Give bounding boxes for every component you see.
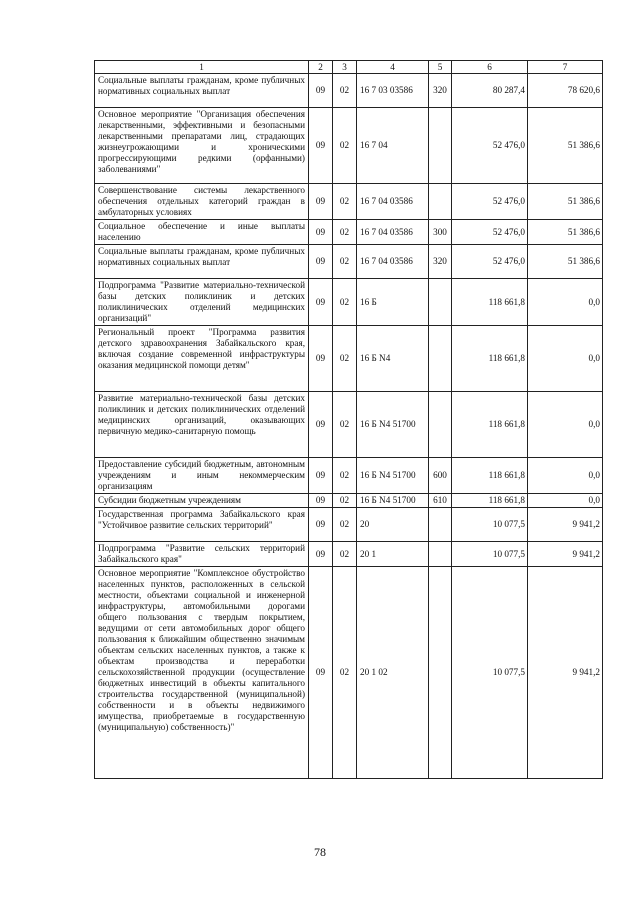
target-article-code: 16 Б [357,279,429,326]
row-description: Социальные выплаты гражданам, кроме публичных нормативных социальных выплат [95,74,309,108]
amount-executed: 51 386,6 [528,184,603,220]
amount-planned: 10 077,5 [452,508,528,542]
table-row [95,542,603,567]
header-cell: 3 [333,61,357,74]
target-article-code: 16 Б N4 51700 [357,494,429,508]
amount-executed: 0,0 [528,494,603,508]
amount-executed: 0,0 [528,326,603,392]
table-row [95,245,603,279]
expense-type-code [429,184,452,220]
amount-planned: 118 661,8 [452,458,528,494]
expense-type-code [429,326,452,392]
amount-executed: 78 620,6 [528,74,603,108]
table-row [95,326,603,392]
row-description: Предоставление субсидий бюджетным, автономным учреждениям и иным некоммерческим организациям [95,458,309,494]
amount-planned: 80 287,4 [452,74,528,108]
table-row [95,108,603,184]
amount-planned: 118 661,8 [452,494,528,508]
expense-type-code [429,508,452,542]
section-code: 09 [309,245,333,279]
header-cell: 4 [357,61,429,74]
expense-type-code [429,392,452,458]
section-code: 09 [309,567,333,779]
amount-planned: 118 661,8 [452,392,528,458]
table-row [95,184,603,220]
section-code: 09 [309,279,333,326]
amount-executed: 0,0 [528,458,603,494]
amount-executed: 51 386,6 [528,108,603,184]
row-description: Государственная программа Забайкальского края "Устойчивое развитие сельских территорий" [95,508,309,542]
target-article-code: 20 [357,508,429,542]
target-article-code: 16 Б N4 51700 [357,392,429,458]
target-article-code: 16 Б N4 [357,326,429,392]
target-article-code: 16 7 04 03586 [357,184,429,220]
amount-planned: 52 476,0 [452,184,528,220]
amount-planned: 118 661,8 [452,279,528,326]
header-row [95,61,603,74]
subsection-code: 02 [333,108,357,184]
table-row [95,508,603,542]
target-article-code: 16 7 03 03586 [357,74,429,108]
target-article-code: 16 7 04 03586 [357,245,429,279]
subsection-code: 02 [333,74,357,108]
section-code: 09 [309,494,333,508]
row-description: Социальное обеспечение и иные выплаты населению [95,220,309,245]
row-description: Развитие материально-технической базы детских поликлиник и детских поликлинических отделений медицинских организаций, оказывающих первичную медико-санитарную помощь [95,392,309,458]
table-row [95,279,603,326]
subsection-code: 02 [333,567,357,779]
row-description: Региональный проект "Программа развития детского здравоохранения Забайкальского края, включая создание современной инфраструктуры оказания медицинской помощи детям" [95,326,309,392]
section-code: 09 [309,458,333,494]
subsection-code: 02 [333,458,357,494]
section-code: 09 [309,392,333,458]
subsection-code: 02 [333,184,357,220]
section-code: 09 [309,326,333,392]
budget-table-container [94,60,602,779]
table-row [95,220,603,245]
subsection-code: 02 [333,326,357,392]
target-article-code: 16 Б N4 51700 [357,458,429,494]
amount-planned: 10 077,5 [452,567,528,779]
budget-table [94,60,603,779]
expense-type-code: 320 [429,74,452,108]
expense-type-code: 300 [429,220,452,245]
table-row [95,392,603,458]
row-description: Подпрограмма "Развитие материально-технической базы детских поликлиник и детских поликлинических отделений медицинских организаций" [95,279,309,326]
expense-type-code: 600 [429,458,452,494]
header-cell: 2 [309,61,333,74]
amount-planned: 52 476,0 [452,220,528,245]
target-article-code: 20 1 02 [357,567,429,779]
amount-planned: 52 476,0 [452,108,528,184]
table-row [95,458,603,494]
header-cell: 5 [429,61,452,74]
header-cell: 1 [95,61,309,74]
target-article-code: 16 7 04 03586 [357,220,429,245]
amount-executed: 51 386,6 [528,220,603,245]
subsection-code: 02 [333,279,357,326]
subsection-code: 02 [333,245,357,279]
table-row [95,74,603,108]
target-article-code: 16 7 04 [357,108,429,184]
section-code: 09 [309,184,333,220]
row-description: Социальные выплаты гражданам, кроме публичных нормативных социальных выплат [95,245,309,279]
expense-type-code [429,108,452,184]
amount-executed: 9 941,2 [528,542,603,567]
subsection-code: 02 [333,494,357,508]
expense-type-code [429,542,452,567]
subsection-code: 02 [333,220,357,245]
amount-executed: 9 941,2 [528,508,603,542]
subsection-code: 02 [333,508,357,542]
amount-executed: 51 386,6 [528,245,603,279]
row-description: Совершенствование системы лекарственного обеспечения отдельных категорий граждан в амбулаторных условиях [95,184,309,220]
subsection-code: 02 [333,542,357,567]
section-code: 09 [309,74,333,108]
table-body [95,61,603,779]
amount-planned: 118 661,8 [452,326,528,392]
expense-type-code: 610 [429,494,452,508]
header-cell: 6 [452,61,528,74]
section-code: 09 [309,508,333,542]
section-code: 09 [309,542,333,567]
expense-type-code [429,567,452,779]
row-description: Подпрограмма "Развитие сельских территорий Забайкальского края" [95,542,309,567]
section-code: 09 [309,108,333,184]
section-code: 09 [309,220,333,245]
row-description: Основное мероприятие "Комплексное обустройство населенных пунктов, расположенных в сельской местности, объектами социальной и инженерной инфраструктуры, автомобильными дорогами общего пользования с твердым покрытием, ведущими от сети автомобильных дорог общего пользования к ближайшим общественно значимым объектам сельских населенных пунктов, а также к объектам производства и переработки сельскохозяйственной продукции (осуществление бюджетных инвестиций в объекты капитального строительства государственной (муниципальной) собственности и в объекты недвижимого имущества, приобретаемые в государственную (муниципальную) собственность)" [95,567,309,779]
expense-type-code: 320 [429,245,452,279]
amount-planned: 52 476,0 [452,245,528,279]
table-row [95,494,603,508]
row-description: Основное мероприятие "Организация обеспечения лекарственными, эффективными и безопасными лекарственными препаратами лиц, страдающих жизнеугрожающими и хроническими прогрессирующими редкими (орфанными) заболеваниями" [95,108,309,184]
target-article-code: 20 1 [357,542,429,567]
expense-type-code [429,279,452,326]
amount-planned: 10 077,5 [452,542,528,567]
amount-executed: 0,0 [528,392,603,458]
header-cell: 7 [528,61,603,74]
subsection-code: 02 [333,392,357,458]
row-description: Субсидии бюджетным учреждениям [95,494,309,508]
page-number: 78 [314,845,326,859]
amount-executed: 0,0 [528,279,603,326]
table-row [95,567,603,779]
amount-executed: 9 941,2 [528,567,603,779]
